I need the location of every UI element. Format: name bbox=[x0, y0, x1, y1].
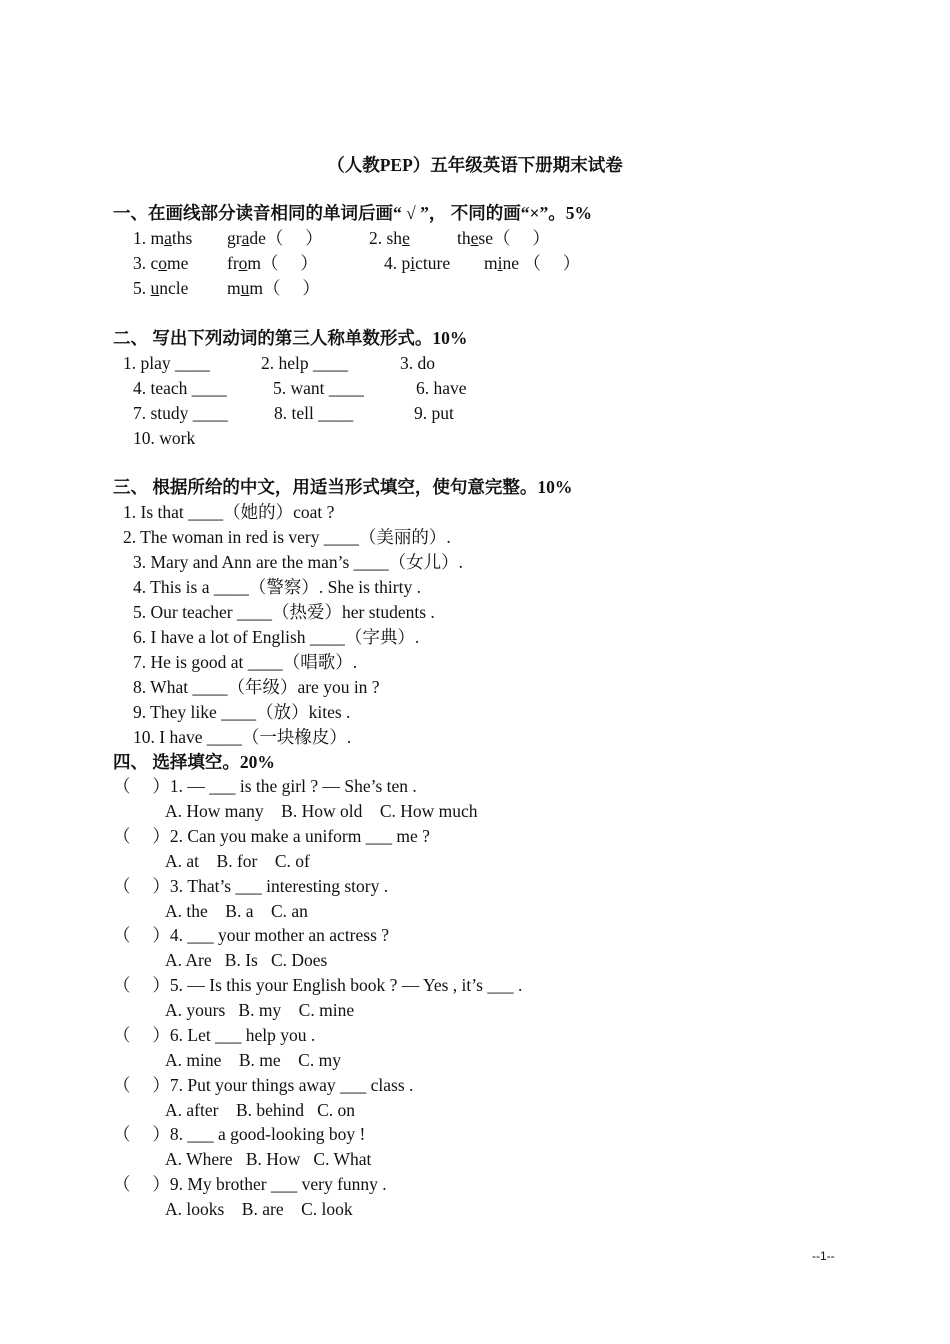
s2-item: 3. do bbox=[400, 353, 435, 373]
s2-item: 5. want ____ bbox=[273, 378, 364, 398]
s3-item: 9. They like ____（放）kites . bbox=[133, 702, 351, 722]
page-number: --1-- bbox=[812, 1249, 835, 1263]
s4-options: A. after B. behind C. on bbox=[165, 1100, 356, 1120]
s3-item: 1. Is that ____（她的）coat ? bbox=[123, 502, 335, 522]
s1-q4-word2: mine （ ） bbox=[484, 253, 581, 273]
s4-question: （ ）2. Can you make a uniform ___ me ? bbox=[113, 826, 430, 846]
s4-options: A. the B. a C. an bbox=[165, 901, 308, 921]
s3-item: 5. Our teacher ____（热爱）her students . bbox=[133, 602, 435, 622]
s4-question: （ ）7. Put your things away ___ class . bbox=[113, 1075, 414, 1095]
s2-item: 7. study ____ bbox=[133, 403, 228, 423]
s4-options: A. at B. for C. of bbox=[165, 851, 310, 871]
s4-question: （ ）3. That’s ___ interesting story . bbox=[113, 876, 389, 896]
s1-q1: 1. maths bbox=[133, 228, 193, 248]
s3-item: 7. He is good at ____（唱歌）. bbox=[133, 652, 358, 672]
s4-options: A. mine B. me C. my bbox=[165, 1050, 341, 1070]
s4-options: A. yours B. my C. mine bbox=[165, 1000, 355, 1020]
s3-item: 3. Mary and Ann are the man’s ____（女儿）. bbox=[133, 552, 464, 572]
s4-options: A. Where B. How C. What bbox=[165, 1149, 372, 1169]
s4-options: A. Are B. Is C. Does bbox=[165, 950, 328, 970]
s1-q2-word2: these（ ） bbox=[457, 228, 550, 248]
s2-item: 2. help ____ bbox=[261, 353, 349, 373]
s2-item: 8. tell ____ bbox=[274, 403, 354, 423]
s3-item: 2. The woman in red is very ____（美丽的）. bbox=[123, 527, 451, 547]
s3-item: 4. This is a ____（警察）. She is thirty . bbox=[133, 577, 421, 597]
s4-options: A. looks B. are C. look bbox=[165, 1199, 353, 1219]
s1-q5-word2: mum（ ） bbox=[227, 278, 320, 298]
section-3-heading: 三、 根据所给的中文，用适当形式填空，使句意完整。10% bbox=[113, 477, 573, 497]
s4-question: （ ）8. ___ a good-looking boy ! bbox=[113, 1124, 366, 1144]
section-2-heading: 二、 写出下列动词的第三人称单数形式。10% bbox=[113, 328, 468, 348]
s2-item: 6. have bbox=[416, 378, 467, 398]
s2-item: 10. work bbox=[133, 428, 196, 448]
section-4-heading: 四、 选择填空。20% bbox=[113, 752, 275, 772]
s3-item: 10. I have ____（一块橡皮）. bbox=[133, 727, 352, 747]
s3-item: 6. I have a lot of English ____（字典）. bbox=[133, 627, 420, 647]
s1-q2: 2. she bbox=[369, 228, 410, 248]
s2-item: 1. play ____ bbox=[123, 353, 211, 373]
s4-question: （ ）4. ___ your mother an actress ? bbox=[113, 925, 390, 945]
s2-item: 4. teach ____ bbox=[133, 378, 227, 398]
s4-question: （ ）1. — ___ is the girl ? — She’s ten . bbox=[113, 776, 417, 796]
s1-q3-word2: from（ ） bbox=[227, 253, 318, 273]
page-title: （人教PEP）五年级英语下册期末试卷 bbox=[327, 155, 623, 175]
s2-item: 9. put bbox=[414, 403, 454, 423]
s4-question: （ ）5. — Is this your English book ? — Yes , it’s ___ . bbox=[113, 975, 523, 995]
s1-q3: 3. come bbox=[133, 253, 189, 273]
s1-q1-word2: grade（ ） bbox=[227, 228, 323, 248]
s3-item: 8. What ____（年级）are you in ? bbox=[133, 677, 380, 697]
s1-q4: 4. picture bbox=[384, 253, 451, 273]
s4-question: （ ）9. My brother ___ very funny . bbox=[113, 1174, 387, 1194]
section-1-heading: 一、在画线部分读音相同的单词后画“ √ ”， 不同的画“×”。5% bbox=[113, 203, 592, 223]
s1-q5: 5. uncle bbox=[133, 278, 189, 298]
s4-options: A. How many B. How old C. How much bbox=[165, 801, 478, 821]
s4-question: （ ）6. Let ___ help you . bbox=[113, 1025, 316, 1045]
